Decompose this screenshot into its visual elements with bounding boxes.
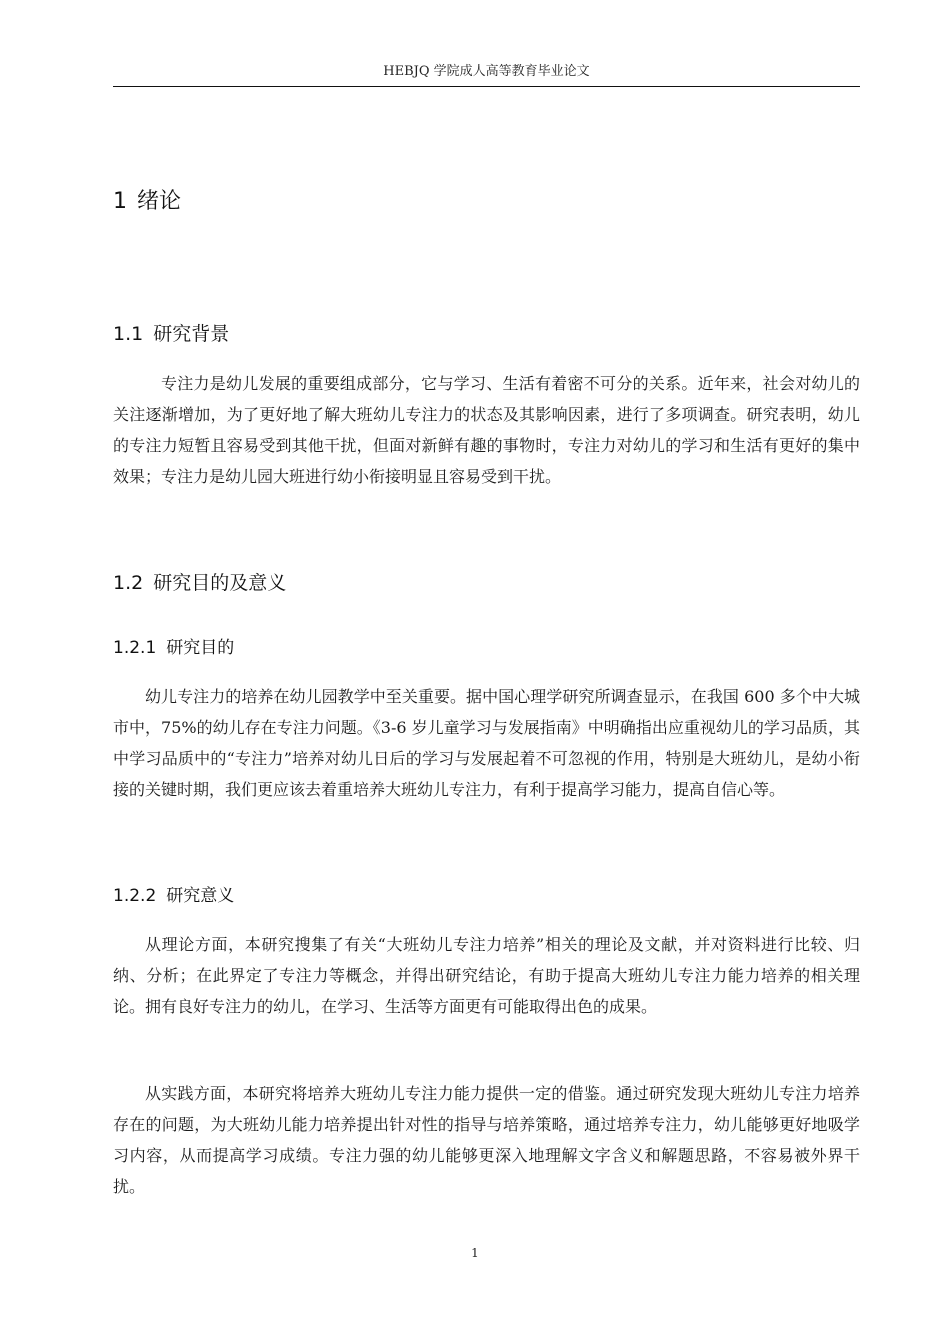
- subsection-title: 研究意义: [166, 886, 235, 906]
- subsection-number: 1.2.2: [113, 886, 157, 906]
- section-title: 研究背景: [153, 323, 230, 345]
- paragraph-background: 专注力是幼儿发展的重要组成部分，它与学习、生活有着密不可分的关系。近年来，社会对幼儿的关注逐渐增加，为了更好地了解大班幼儿专注力的状态及其影响因素，进行了多项调查。研究表明，幼儿的专注力短暂且容易受到其他干扰，但面对新鲜有趣的事物时，专注力对幼儿的学习和生活有更好的集中效果；专注力是幼儿园大班进行幼小衔接明显且容易受到干扰。: [113, 374, 860, 486]
- section-heading-1-2: [113, 569, 286, 597]
- subsection-heading-1-2-2: [113, 883, 234, 909]
- section-number: 1.2: [113, 572, 144, 594]
- subsection-number: 1.2.1: [113, 638, 157, 658]
- section-title: 研究目的及意义: [153, 572, 287, 594]
- paragraph-significance-practice: 从实践方面，本研究将培养大班幼儿专注力能力提供一定的借鉴。通过研究发现大班幼儿专注力培养存在的问题，为大班幼儿能力培养提出针对性的指导与培养策略，通过培养专注力，幼儿能够更好地吸学习内容，从而提高学习成绩。专注力强的幼儿能够更深入地理解文字含义和解题思路，不容易被外界干扰。: [113, 1084, 860, 1196]
- section-heading-1-1: [113, 320, 229, 348]
- paragraph-purpose: 幼儿专注力的培养在幼儿园教学中至关重要。据中国心理学研究所调查显示，在我国 600 多个中大城市中，75%的幼儿存在专注力问题。《3-6 岁儿童学习与发展指南》中明确指出应重视幼儿的学习品质，其中学习品质中的“专注力”培养对幼儿日后的学习与发展起着不可忽视的作用，特别是大班幼儿，是幼小衔接的关键时期，我们更应该去着重培养大班幼儿专注力，有利于提高学习能力，提高自信心等。: [113, 687, 860, 799]
- chapter-number: 1: [113, 189, 127, 214]
- paragraph-significance-theory: 从理论方面，本研究搜集了有关“大班幼儿专注力培养”相关的理论及文献，并对资料进行比较、归纳、分析；在此界定了专注力等概念，并得出研究结论，有助于提高大班幼儿专注力能力培养的相关理论。拥有良好专注力的幼儿，在学习、生活等方面更有可能取得出色的成果。: [113, 935, 860, 1016]
- section-number: 1.1: [113, 323, 144, 345]
- running-header: HEBJQ 学院成人高等教育毕业论文: [113, 62, 860, 87]
- page-number: 1: [471, 1246, 479, 1260]
- chapter-title: 绪论: [137, 189, 182, 214]
- chapter-heading: [113, 186, 181, 218]
- subsection-heading-1-2-1: [113, 635, 234, 661]
- subsection-title: 研究目的: [166, 638, 235, 658]
